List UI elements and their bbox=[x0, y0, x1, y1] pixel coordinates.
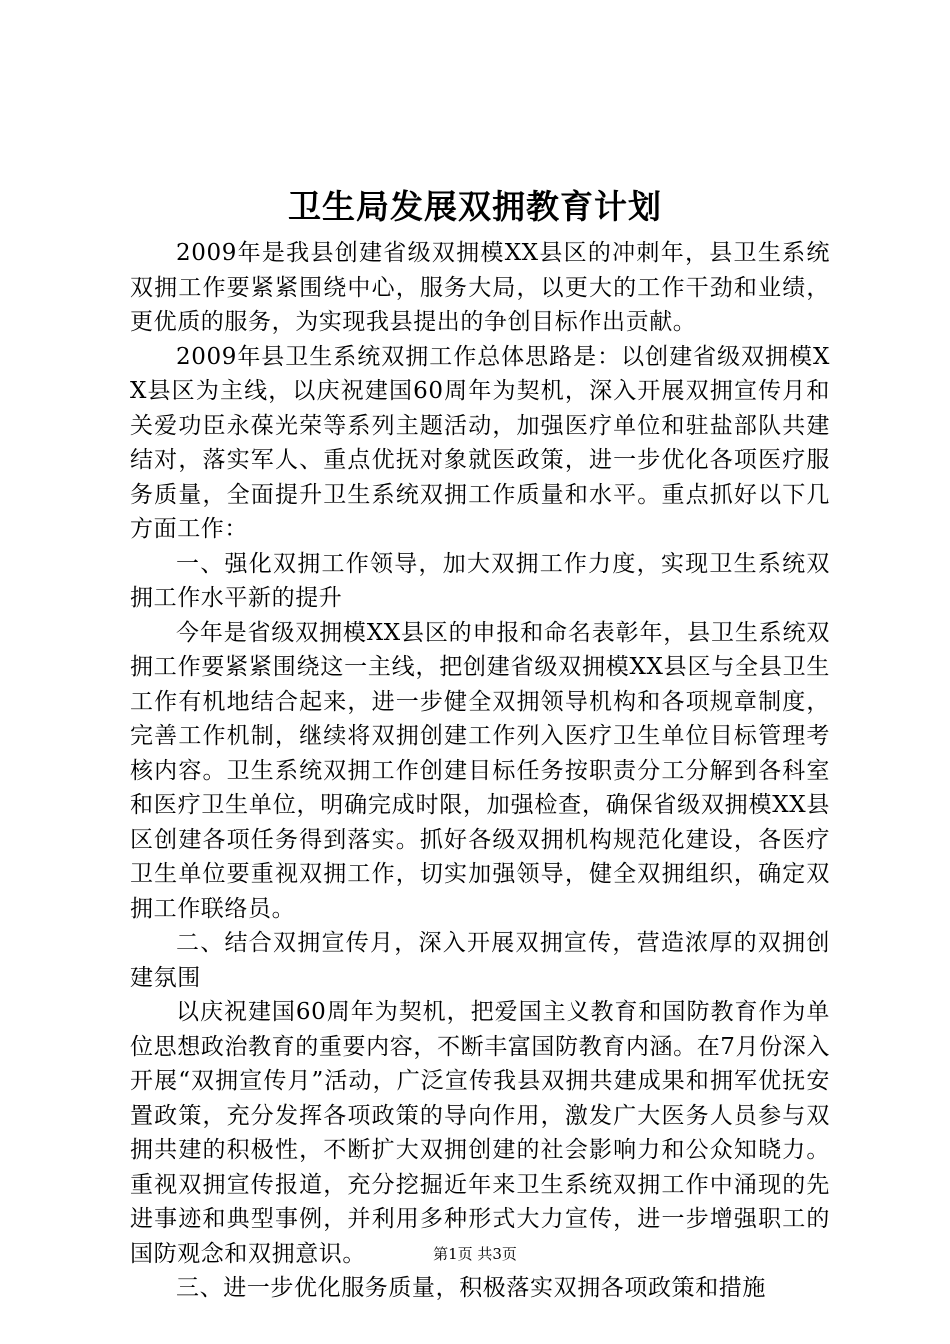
paragraph-section-1: 今年是省级双拥模XX县区的申报和命名表彰年，县卫生系统双拥工作要紧紧围绕这一主线，把创建省级双拥模XX县区与全县卫生工作有机地结合起来，进一步健全双拥领导机构和各项规章制度，完善工作机制，继续将双拥创建工作列入医疗卫生单位目标管理考核内容。卫生系统双拥工作创建目标任务按职责分工分解到各科室和医疗卫生单位，明确完成时限，加强检查，确保省级双拥模XX县区创建各项任务得到落实。抓好各级双拥机构规范化建设，各医疗卫生单位要重视双拥工作，切实加强领导，健全双拥组织，确定双拥工作联络员。 bbox=[130, 619, 830, 922]
document-body bbox=[130, 236, 830, 1306]
paragraph-intro: 2009年是我县创建省级双拥模XX县区的冲刺年，县卫生系统双拥工作要紧紧围绕中心，服务大局，以更大的工作干劲和业绩，更优质的服务，为实现我县提出的争创目标作出贡献。 bbox=[130, 240, 830, 335]
page-footer bbox=[0, 1243, 950, 1265]
document-title: 卫生局发展双拥教育计划 bbox=[288, 187, 662, 226]
section-heading-1: 一、强化双拥工作领导，加大双拥工作力度，实现卫生系统双拥工作水平新的提升 bbox=[130, 550, 830, 611]
page-number: 第1页 共3页 bbox=[433, 1245, 517, 1263]
paragraph-overall-approach: 2009年县卫生系统双拥工作总体思路是：以创建省级双拥模XX县区为主线，以庆祝建国60周年为契机，深入开展双拥宣传月和关爱功臣永葆光荣等系列主题活动，加强医疗单位和驻盐部队共建结对，落实军人、重点优抚对象就医政策，进一步优化各项医疗服务质量，全面提升卫生系统双拥工作质量和水平。重点抓好以下几方面工作： bbox=[130, 343, 830, 542]
paragraph-section-2: 以庆祝建国60周年为契机，把爱国主义教育和国防教育作为单位思想政治教育的重要内容，不断丰富国防教育内涵。在7月份深入开展“双拥宣传月”活动，广泛宣传我县双拥共建成果和拥军优抚安置政策，充分发挥各项政策的导向作用，激发广大医务人员参与双拥共建的积极性，不断扩大双拥创建的社会影响力和公众知晓力。重视双拥宣传报道，充分挖掘近年来卫生系统双拥工作中涌现的先进事迹和典型事例，并利用多种形式大力宣传，进一步增强职工的国防观念和双拥意识。 bbox=[130, 999, 830, 1267]
section-heading-2: 二、结合双拥宣传月，深入开展双拥宣传，营造浓厚的双拥创建氛围 bbox=[130, 930, 830, 991]
section-heading-3: 三、进一步优化服务质量，积极落实双拥各项政策和措施 bbox=[176, 1275, 766, 1301]
